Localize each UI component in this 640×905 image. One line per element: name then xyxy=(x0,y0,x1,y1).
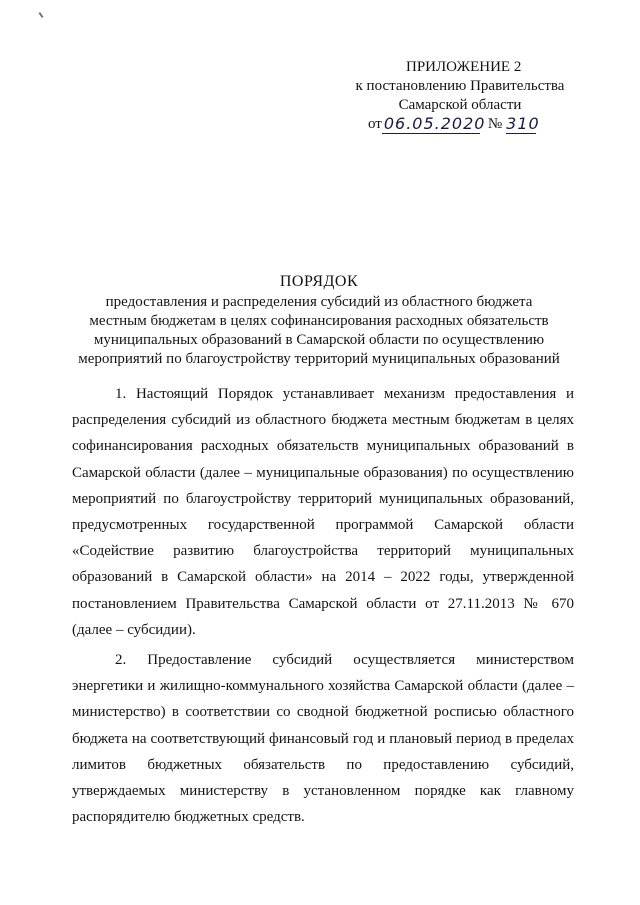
appendix-label: ПРИЛОЖЕНИЕ 2 xyxy=(406,59,522,75)
paragraph-2: 2. Предоставление субсидий осуществляется министерством энергетики и жилищно-коммунального хозяйства Самарской области (далее – министерство) в соответствии со сводной бюджетной росписью областного бюджета на соответствующий финансовый год и плановый период в пределах лимитов бюджетных обязательств по предоставлению субсидий, утверждаемых министерству в установленном порядке как главному распорядителю бюджетных средств. xyxy=(72,652,574,826)
decree-reference: к постановлению Правительства xyxy=(355,78,565,94)
handwritten-date: 06.05.2020 xyxy=(383,114,486,133)
appendix-header xyxy=(340,58,580,134)
document-body xyxy=(72,381,574,830)
title-line: местным бюджетам в целях софинансирования расходных обязательств xyxy=(89,313,549,329)
title-line: предоставления и распределения субсидий из областного бюджета xyxy=(105,294,533,310)
handwritten-number: 310 xyxy=(506,114,540,133)
title-line: мероприятий по благоустройству территорий муниципальных образований xyxy=(78,351,560,367)
date-number-line xyxy=(340,115,580,134)
document-title xyxy=(60,272,578,369)
number-sign: № xyxy=(487,116,503,132)
title-line: муниципальных образований в Самарской области по осуществлению xyxy=(93,332,545,348)
region-name: Самарской области xyxy=(398,97,522,113)
scan-mark xyxy=(38,12,43,18)
date-prefix: от xyxy=(368,116,382,132)
paragraph-1: 1. Настоящий Порядок устанавливает механизм предоставления и распределения субсидий из областного бюджета местным бюджетам в целях софинансирования расходных обязательств муниципальных образований в Самарской области (далее – муниципальные образования) по осуществлению мероприятий по благоустройству территорий муниципальных образований, предусмотренных государственной программой Самарской области «Содействие развитию благоустройства территорий муниципальных образований в Самарской области» на 2014 – 2022 годы, утвержденной постановлением Правительства Самарской области от 27.11.2013 № 670 (далее – субсидии). xyxy=(72,386,574,638)
title-heading: ПОРЯДОК xyxy=(279,273,359,290)
